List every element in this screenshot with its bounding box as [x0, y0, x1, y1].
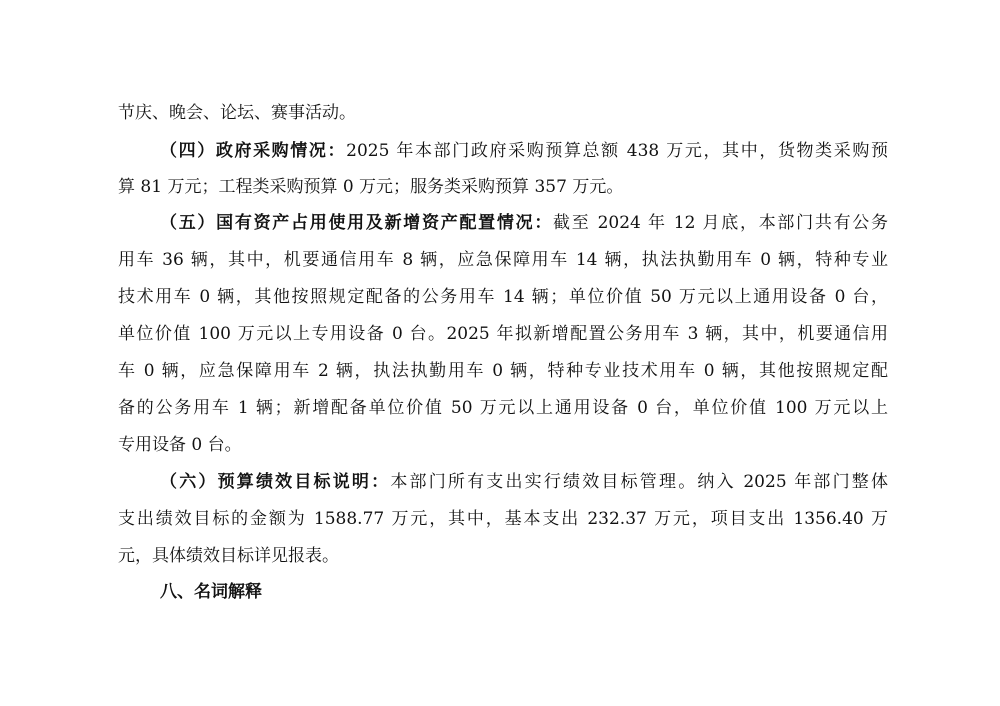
- text-line: 元，具体绩效目标详见报表。: [118, 546, 339, 566]
- text-line: 单位价值 100 万元以上专用设备 0 台。2025 年拟新增配置公务用车 3 辆，其中，机要通信用: [118, 324, 888, 344]
- text-line: 节庆、晚会、论坛、赛事活动。: [118, 103, 356, 123]
- text-line: 技术用车 0 辆，其他按照规定配备的公务用车 14 辆；单位价值 50 万元以上通用设备 0 台，: [118, 287, 888, 307]
- text-line: 支出绩效目标的金额为 1588.77 万元，其中，基本支出 232.37 万元，项目支出 1356.40 万: [118, 509, 888, 529]
- text-line: 用车 36 辆，其中，机要通信用车 8 辆，应急保障用车 14 辆，执法执勤用车 0 辆，特种专业: [118, 250, 888, 270]
- paragraph-procurement-line-1: [160, 139, 888, 163]
- text-line: 车 0 辆，应急保障用车 2 辆，执法执勤用车 0 辆，特种专业技术用车 0 辆，其他按照规定配: [118, 361, 888, 381]
- text-line: 算 81 万元；工程类采购预算 0 万元；服务类采购预算 357 万元。: [118, 177, 624, 197]
- text-span: 本部门所有支出实行绩效目标管理。纳入 2025 年部门整体: [390, 472, 888, 492]
- text-line: 专用设备 0 台。: [118, 435, 242, 455]
- text-line: 备的公务用车 1 辆；新增配备单位价值 50 万元以上通用设备 0 台，单位价值 100 万元以上: [118, 398, 888, 418]
- text-span: 2025 年本部门政府采购预算总额 438 万元，其中，货物类采购预: [346, 141, 888, 161]
- section-heading-performance: （六）预算绩效目标说明：: [160, 472, 391, 492]
- section-heading-assets: （五）国有资产占用使用及新增资产配置情况：: [160, 213, 554, 233]
- section-heading-glossary: 八、名词解释: [160, 582, 262, 602]
- paragraph-performance-line-1: [160, 470, 888, 494]
- section-heading-procurement: （四）政府采购情况：: [160, 141, 347, 161]
- text-span: 截至 2024 年 12 月底，本部门共有公务: [553, 213, 888, 233]
- paragraph-assets-line-1: [160, 211, 888, 235]
